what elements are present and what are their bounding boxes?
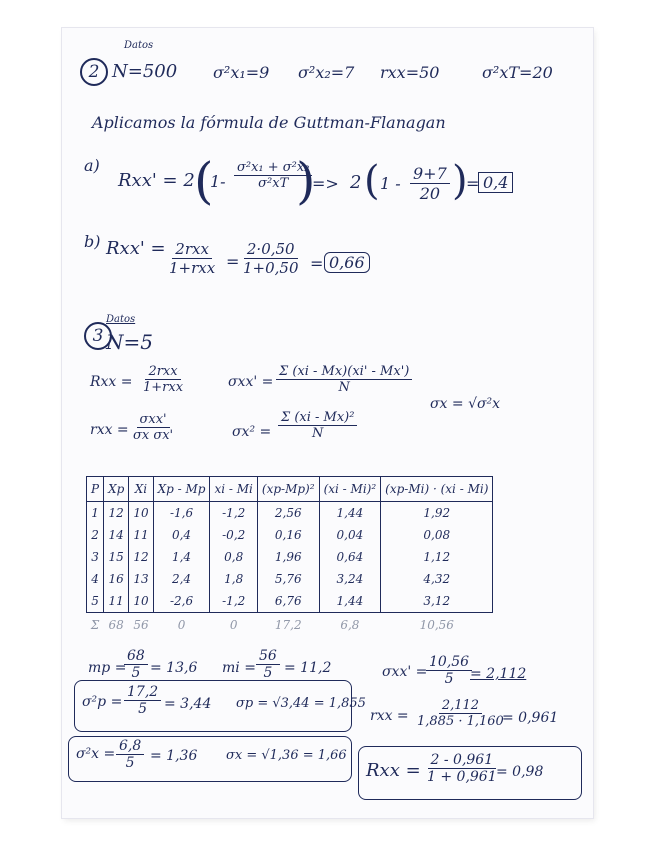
table-header: Xp - Mp	[153, 477, 210, 502]
r-den: 1,885 · 1,160	[417, 714, 504, 729]
table-cell: 1	[87, 502, 104, 525]
formula-cov-lhs: σxx' =	[228, 374, 274, 390]
cov-result: = 2,112	[470, 666, 527, 682]
table-cell: 4	[87, 568, 104, 590]
given-var-x1: σ²x₁=9	[213, 63, 270, 82]
formula-rxx-den: 1+rxx	[143, 380, 184, 395]
cov-fraction	[426, 654, 472, 687]
given-n: N=500	[112, 61, 178, 82]
mean-p-den: 5	[131, 665, 141, 681]
table-cell: 2,4	[153, 568, 210, 590]
table-cell: 14	[104, 524, 129, 546]
part-b-fraction-1-num: 2rxx	[172, 240, 212, 259]
sd-i: σx = √1,36 = 1,66	[226, 748, 347, 763]
table-cell: 12	[104, 502, 129, 525]
part-b-fraction-1-den: 1+rxx	[169, 259, 216, 277]
table-cell: 6,76	[257, 590, 319, 613]
table-cell: -1,2	[210, 590, 257, 613]
table-cell: 12	[129, 546, 153, 568]
formula-var-fraction	[278, 410, 357, 441]
part-a-paren2-close: )	[452, 158, 468, 204]
table-cell: 1,44	[319, 590, 381, 613]
formula-cov-fraction	[276, 364, 412, 395]
table-cell: 0,4	[153, 524, 210, 546]
variance-p-num: 17,2	[124, 684, 161, 701]
problem-number-2: 2	[80, 58, 108, 86]
part-b-lhs: Rxx' =	[106, 238, 166, 259]
table-cell: 1,44	[319, 502, 381, 525]
totals-cell: Σ	[87, 613, 104, 638]
formula-cov-num: Σ (xi - Mx)(xi' - Mx')	[276, 364, 412, 380]
variance-i-result: = 1,36	[150, 748, 198, 764]
cov-den: 5	[444, 671, 454, 687]
totals-cell: 56	[129, 613, 153, 638]
part-a-one-minus: 1-	[210, 172, 226, 191]
final-num: 2 - 0,961	[428, 752, 497, 769]
final-den: 1 + 0,961	[427, 769, 497, 785]
formula-var-num: Σ (xi - Mx)²	[278, 410, 357, 426]
part-a-fraction-num: σ²x₁ + σ²x₂	[234, 160, 312, 176]
part-a-fraction-2-num: 9+7	[410, 164, 450, 184]
table-cell: 2	[87, 524, 104, 546]
table-cell: 1,92	[381, 502, 493, 525]
formula-cov-den: N	[338, 380, 350, 395]
formula-rxx-fraction	[140, 364, 186, 395]
part-a-paren-open: (	[194, 152, 214, 210]
variance-p-den: 5	[138, 701, 148, 717]
result-box-a: 0,4	[478, 172, 513, 193]
table-header: P	[87, 477, 104, 502]
table-header: xi - Mi	[210, 477, 257, 502]
final-fraction	[424, 752, 500, 785]
r-num: 2,112	[439, 698, 482, 714]
totals-cell: 68	[104, 613, 129, 638]
variance-i-num: 6,8	[116, 738, 144, 755]
table-cell: 1,12	[381, 546, 493, 568]
given-n-3: N=5	[106, 330, 153, 354]
mean-p-lhs: mp =	[88, 660, 127, 676]
formula-var-den: N	[312, 426, 324, 441]
final-result: = 0,98	[496, 764, 544, 780]
table-row	[87, 590, 493, 613]
table-cell: 1,8	[210, 568, 257, 590]
table-cell: 11	[129, 524, 153, 546]
table-header: (xp-Mp)²	[257, 477, 319, 502]
table-header: Xi	[129, 477, 153, 502]
part-a-fraction-2	[410, 164, 450, 203]
r-lhs: rxx =	[370, 708, 409, 724]
given-var-xt: σ²xT=20	[482, 63, 553, 82]
variance-p-lhs: σ²p =	[82, 694, 123, 710]
part-a-fraction-den: σ²xT	[258, 176, 289, 191]
table-cell: 1,96	[257, 546, 319, 568]
mean-i-num: 56	[256, 648, 280, 665]
part-b-fraction-1	[166, 240, 218, 277]
mean-i-fraction	[256, 648, 280, 681]
given-var-x2: σ²x₂=7	[298, 63, 355, 82]
result-box-b: 0,66	[324, 252, 370, 273]
datos-label-2: Datos	[124, 40, 154, 51]
table-cell: 0,08	[381, 524, 493, 546]
formula-sd: σx = √σ²x	[430, 396, 501, 412]
mean-p-result: = 13,6	[150, 660, 198, 676]
table-cell: 0,8	[210, 546, 257, 568]
table-cell: 4,32	[381, 568, 493, 590]
formula-rxx-num: 2rxx	[145, 364, 180, 380]
table-cell: -0,2	[210, 524, 257, 546]
table-cell: 10	[129, 502, 153, 525]
formula-var-lhs: σx² =	[232, 424, 272, 440]
table-totals-row	[87, 613, 493, 638]
part-a-paren-close: )	[296, 152, 316, 210]
part-a-paren2-open: (	[364, 158, 380, 204]
part-a-two: 2	[350, 172, 362, 193]
table-cell: -1,6	[153, 502, 210, 525]
table-cell: 10	[129, 590, 153, 613]
table-cell: 5	[87, 590, 104, 613]
table-cell: 11	[104, 590, 129, 613]
table-cell: 13	[129, 568, 153, 590]
table-cell: 3,24	[319, 568, 381, 590]
table-header: (xp-Mi) · (xi - Mi)	[381, 477, 493, 502]
variance-p-result: = 3,44	[164, 696, 212, 712]
totals-cell: 0	[153, 613, 210, 638]
mean-i-lhs: mi =	[222, 660, 256, 676]
table-header: (xi - Mi)²	[319, 477, 381, 502]
part-b-fraction-2-den: 1+0,50	[243, 259, 299, 277]
mean-i-den: 5	[263, 665, 273, 681]
datos-label-3: Datos	[106, 314, 136, 325]
variance-i-den: 5	[125, 755, 135, 771]
table-cell: 16	[104, 568, 129, 590]
data-table	[86, 476, 493, 637]
implies-arrow: =>	[312, 174, 339, 193]
table-header-row	[87, 477, 493, 502]
formula-r-den: σx σx'	[133, 428, 174, 443]
r-fraction	[414, 698, 507, 729]
variance-i-fraction	[116, 738, 144, 771]
formula-r-fraction	[130, 412, 176, 443]
table-cell: 0,16	[257, 524, 319, 546]
part-a-label: a)	[84, 156, 100, 175]
variance-i-lhs: σ²x =	[76, 746, 116, 762]
part-a-fraction-2-den: 20	[419, 184, 441, 203]
cov-lhs: σxx' =	[382, 664, 428, 680]
part-b-fraction-2	[240, 240, 302, 277]
variance-p-fraction	[124, 684, 161, 717]
table-cell: 1,4	[153, 546, 210, 568]
table-cell: 2,56	[257, 502, 319, 525]
part-b-label: b)	[84, 232, 101, 251]
sd-p: σp = √3,44 = 1,855	[236, 696, 366, 711]
table-cell: 5,76	[257, 568, 319, 590]
totals-cell: 0	[210, 613, 257, 638]
table-row	[87, 568, 493, 590]
method-statement: Aplicamos la fórmula de Guttman-Flanagan	[92, 113, 446, 132]
final-lhs: Rxx =	[366, 760, 421, 781]
part-a-lhs: Rxx' = 2	[118, 170, 195, 191]
table-header: Xp	[104, 477, 129, 502]
part-b-fraction-2-num: 2·0,50	[244, 240, 298, 259]
table-cell: 15	[104, 546, 129, 568]
table-row	[87, 502, 493, 525]
table-cell: 3,12	[381, 590, 493, 613]
table-cell: -1,2	[210, 502, 257, 525]
r-result: = 0,961	[502, 710, 559, 726]
table-row	[87, 524, 493, 546]
part-b-eq2: =	[310, 254, 324, 273]
totals-cell: 10,56	[381, 613, 493, 638]
mean-p-fraction	[124, 648, 148, 681]
formula-r-num: σxx'	[137, 412, 170, 428]
table-cell: 3	[87, 546, 104, 568]
table-cell: 0,04	[319, 524, 381, 546]
table-cell: 0,64	[319, 546, 381, 568]
part-a-equals: =	[466, 174, 480, 193]
totals-cell: 6,8	[319, 613, 381, 638]
mean-i-result: = 11,2	[284, 660, 332, 676]
cov-num: 10,56	[426, 654, 472, 671]
part-a-one-minus-2: 1 -	[380, 174, 401, 193]
part-b-eq1: =	[226, 252, 240, 271]
formula-r-lhs: rxx =	[90, 422, 129, 438]
table-cell: -2,6	[153, 590, 210, 613]
totals-cell: 17,2	[257, 613, 319, 638]
mean-p-num: 68	[124, 648, 148, 665]
given-rxx: rxx=50	[380, 63, 440, 82]
table-row	[87, 546, 493, 568]
formula-rxx-lhs: Rxx =	[90, 374, 133, 390]
problem-number-3: 3	[84, 322, 112, 350]
